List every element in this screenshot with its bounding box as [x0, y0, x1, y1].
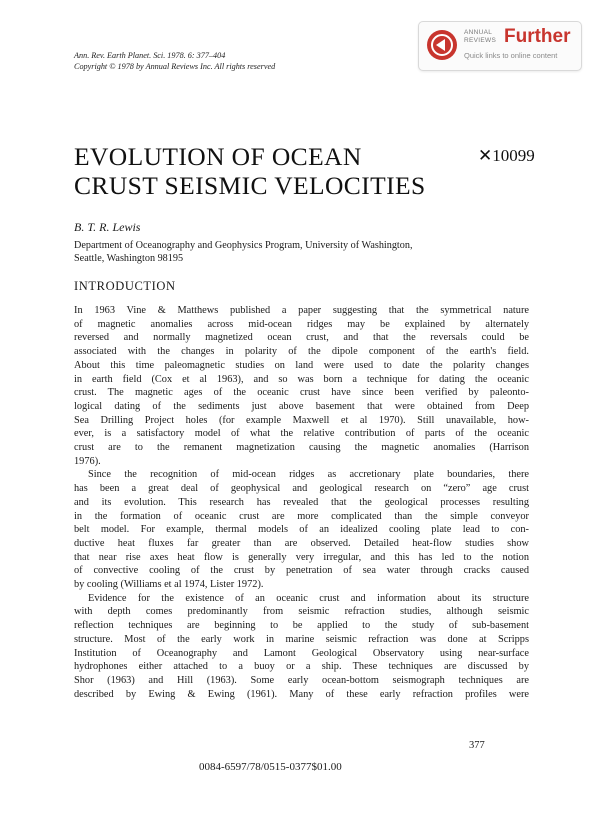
page-number: 377 [469, 740, 485, 751]
body-line: Evidence for the existence of an oceanic crust and information about its structure [88, 592, 529, 604]
annual-reviews-brand: ANNUAL REVIEWS [464, 29, 497, 44]
paragraph-1 [74, 304, 529, 468]
author-name: B. T. R. Lewis [74, 220, 141, 234]
journal-copyright: Copyright © 1978 by Annual Reviews Inc. All rights reserved [74, 62, 276, 71]
body-line: by cooling (Williams et al 1974, Lister 1972). [74, 579, 264, 591]
body-line: has been a great deal of geophysical and geological research on “zero” age crust [74, 483, 529, 495]
body-line: associated with the changes in polarity of the dipole component of the earth's field. [74, 346, 529, 358]
paragraph-3 [74, 592, 529, 702]
article-code: ✕10099 [478, 146, 535, 165]
footer-code: 0084-6597/78/0515-0377$01.00 [199, 761, 342, 773]
body-line: of convective cooling of the crust by penetration of sea water through cracks caused [74, 565, 529, 577]
body-line: and its evolution. This research has revealed that the geological processes resulting [74, 496, 529, 508]
body-line: that near rise axes heat flow is generally very irregular, and this has led to the notion [74, 551, 529, 563]
title-line-2: CRUST SEISMIC VELOCITIES [74, 171, 426, 200]
body-line: in earth field (Cox et al 1963), and so was born a technique for dating the oceanic [74, 373, 529, 385]
body-line: ductive heat fluxes far greater than are observed. Detailed heat-flow studies show [74, 537, 529, 549]
body-line: of magnetic anomalies across mid-ocean ridges may be explained by alternately [74, 318, 529, 330]
body-line: belt model. For example, thermal models of an idealized cooling plate lead to con- [74, 524, 529, 536]
body-line: hydrophones either attached to a buoy or a ship. These techniques are discussed by [74, 661, 529, 673]
body-line: reflection techniques are beginning to be applied to the study of sub-basement [74, 620, 529, 632]
title-line-1: EVOLUTION OF OCEAN [74, 142, 362, 171]
body-line: About this time paleomagnetic studies on land were used to date the polarity changes [74, 359, 529, 371]
author-affiliation [74, 239, 534, 265]
play-back-icon [427, 30, 457, 60]
body-line: Institution of Oceanography and Lamont Geological Observatory using near-surface [74, 647, 529, 659]
further-subtitle: Quick links to online content [464, 51, 558, 60]
journal-header [74, 50, 275, 72]
affiliation-line-1: Department of Oceanography and Geophysics Program, University of Washington, [74, 240, 413, 251]
body-line: Sea Drilling Project holes (for example Maxwell et al 1970). Still unavailable, how- [74, 414, 529, 426]
article-body [74, 304, 529, 701]
further-badge[interactable] [418, 21, 582, 71]
paragraph-2 [74, 468, 529, 591]
body-line: with depth comes predominantly from seismic refraction studies, although seismic [74, 606, 529, 618]
body-line: described by Ewing & Ewing (1961). Many of these early refraction profiles were [74, 688, 529, 700]
body-line: Since the recognition of mid-ocean ridges as accretionary plate boundaries, there [88, 469, 529, 481]
body-line: crust. The magnetic ages of the oceanic crust have since been verified by paleonto- [74, 387, 529, 399]
affiliation-line-2: Seattle, Washington 98195 [74, 253, 184, 265]
body-line: reversed and normally magnetized ocean crust, and that the reversals could be [74, 332, 529, 344]
body-line: In 1963 Vine & Matthews published a paper suggesting that the symmetrical nature [74, 305, 529, 316]
body-line: logical dating of the sediments just above basement that were obtained from Deep [74, 400, 529, 412]
body-line: Shor (1963) and Hill (1963). Some early ocean-bottom seismograph techniques are [74, 674, 529, 686]
body-line: ever, is a satisfactory model of what the relative contribution of parts of the oceanic [74, 428, 529, 440]
section-heading: INTRODUCTION [74, 279, 176, 293]
journal-citation: Ann. Rev. Earth Planet. Sci. 1978. 6: 377–404 [74, 51, 226, 60]
body-line: crust are to the remanent magnetization causing the magnetic anomalies (Harrison [74, 442, 529, 454]
article-title [74, 142, 454, 200]
body-line: structure. Most of the early work in marine seismic refraction was done at Scripps [74, 633, 529, 645]
body-line: 1976). [74, 455, 101, 467]
further-word: Further [504, 26, 571, 47]
body-line: in the formation of oceanic crust are more complicated than the simple conveyor [74, 510, 529, 522]
